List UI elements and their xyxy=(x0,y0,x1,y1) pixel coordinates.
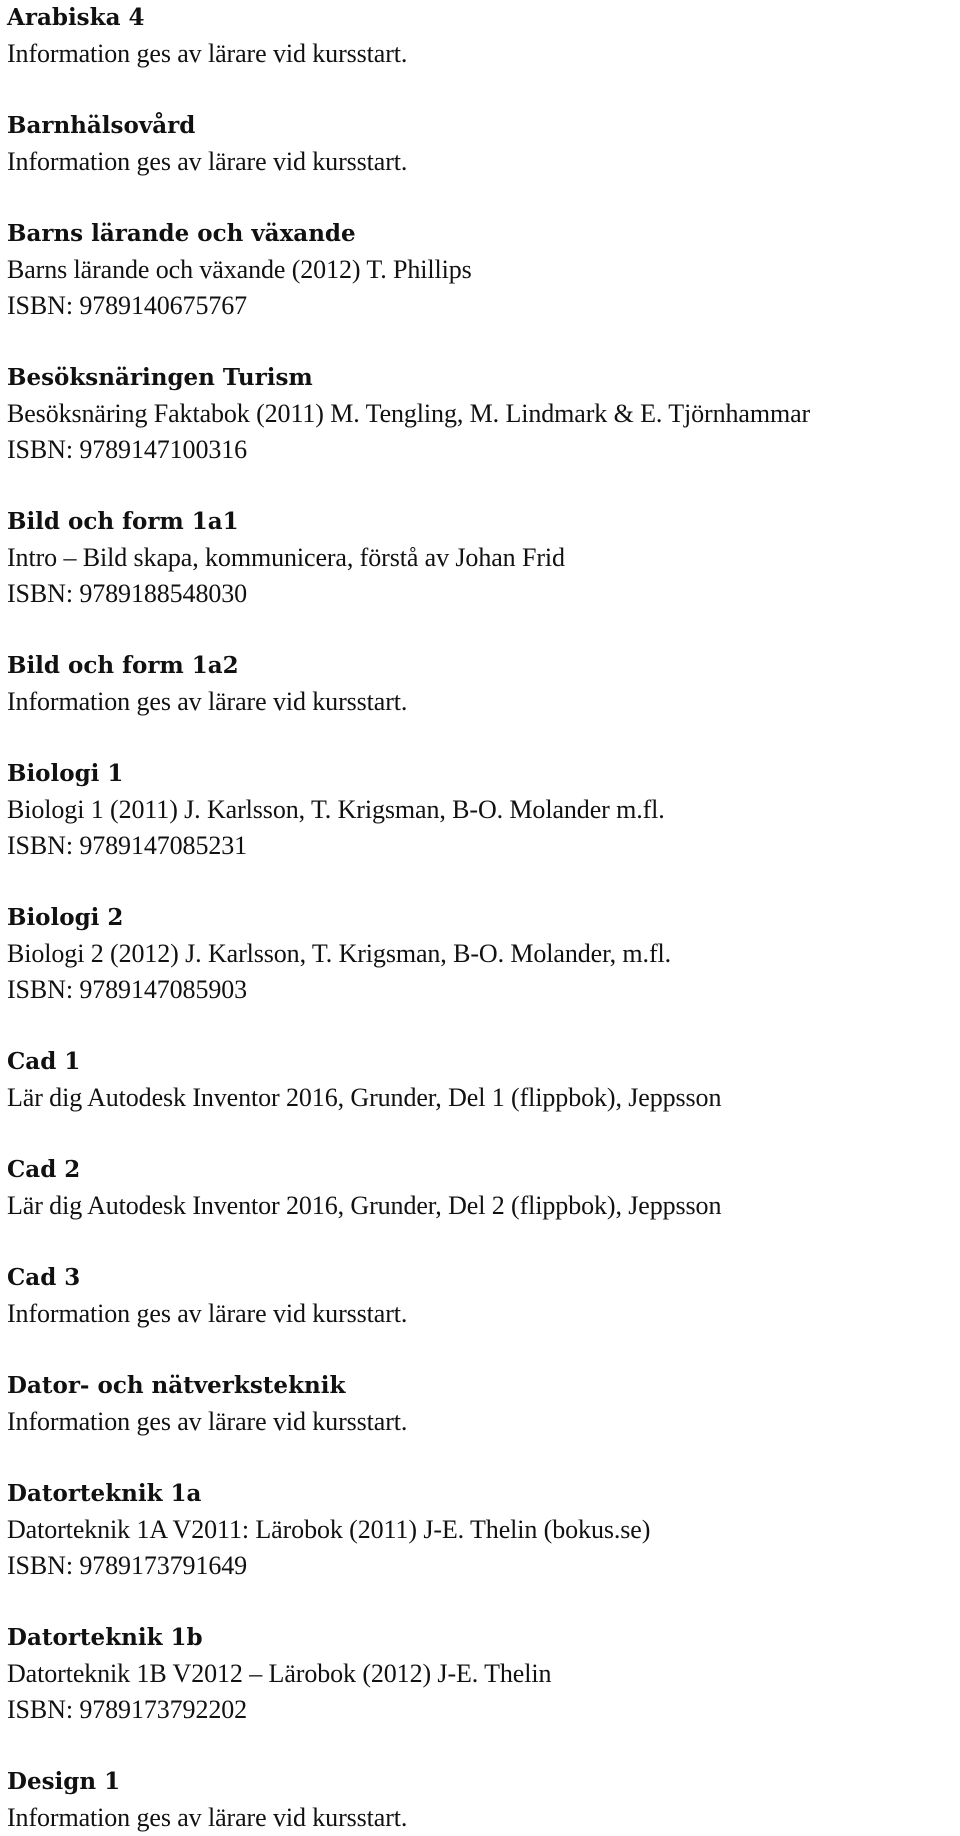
course-entry-cad-1 xyxy=(7,1044,953,1152)
course-heading: Cad 3 xyxy=(7,1264,81,1291)
entry-spacer xyxy=(7,1116,953,1152)
entry-spacer xyxy=(7,720,953,756)
book-title-line: Biologi 2 (2012) J. Karlsson, T. Krigsman, B-O. Molander, m.fl. xyxy=(7,939,672,968)
book-title-line: Lär dig Autodesk Inventor 2016, Grunder, Del 2 (flippbok), Jeppsson xyxy=(7,1191,722,1220)
course-entry-datorteknik-1a xyxy=(7,1476,953,1620)
entry-spacer xyxy=(7,72,953,108)
course-entry-datorteknik-1b xyxy=(7,1620,953,1764)
course-heading: Bild och form 1a2 xyxy=(7,652,239,679)
course-heading: Bild och form 1a1 xyxy=(7,508,239,535)
course-info-line: Information ges av lärare vid kursstart. xyxy=(7,147,408,176)
course-entry-cad-2 xyxy=(7,1152,953,1260)
course-heading: Barns lärande och växande xyxy=(7,220,356,247)
entry-spacer xyxy=(7,1224,953,1260)
book-title-line: Biologi 1 (2011) J. Karlsson, T. Krigsman, B-O. Molander m.fl. xyxy=(7,795,665,824)
course-heading: Besöksnäringen Turism xyxy=(7,364,313,391)
isbn-line: ISBN: 9789147085231 xyxy=(7,831,248,860)
course-heading: Biologi 1 xyxy=(7,760,124,787)
course-book-list xyxy=(7,0,953,1836)
course-heading: Cad 2 xyxy=(7,1156,81,1183)
course-heading: Biologi 2 xyxy=(7,904,124,931)
entry-spacer xyxy=(7,612,953,648)
entry-spacer xyxy=(7,1008,953,1044)
book-title-line: Intro – Bild skapa, kommunicera, förstå av Johan Frid xyxy=(7,543,565,572)
course-entry-barnhalsovard xyxy=(7,108,953,216)
course-heading: Design 1 xyxy=(7,1768,121,1795)
entry-spacer xyxy=(7,1584,953,1620)
course-entry-barns-larande xyxy=(7,216,953,360)
course-info-line: Information ges av lärare vid kursstart. xyxy=(7,39,408,68)
isbn-line: ISBN: 9789140675767 xyxy=(7,291,248,320)
course-entry-arabiska-4 xyxy=(7,0,953,108)
course-heading: Datorteknik 1b xyxy=(7,1624,203,1651)
entry-spacer xyxy=(7,864,953,900)
book-title-line: Barns lärande och växande (2012) T. Phillips xyxy=(7,255,472,284)
course-entry-besoksnaringen xyxy=(7,360,953,504)
entry-spacer xyxy=(7,468,953,504)
course-heading: Arabiska 4 xyxy=(7,4,145,31)
entry-spacer xyxy=(7,1728,953,1764)
isbn-line: ISBN: 9789147085903 xyxy=(7,975,248,1004)
course-entry-bild-och-form-1a2 xyxy=(7,648,953,756)
book-title-line: Lär dig Autodesk Inventor 2016, Grunder, Del 1 (flippbok), Jeppsson xyxy=(7,1083,722,1112)
course-entry-design-1 xyxy=(7,1764,953,1836)
course-heading: Cad 1 xyxy=(7,1048,81,1075)
course-heading: Dator- och nätverksteknik xyxy=(7,1372,346,1399)
book-title-line: Datorteknik 1B V2012 – Lärobok (2012) J-E. Thelin xyxy=(7,1659,552,1688)
book-title-line: Besöksnäring Faktabok (2011) M. Tengling, M. Lindmark & E. Tjörnhammar xyxy=(7,399,811,428)
isbn-line: ISBN: 9789173791649 xyxy=(7,1551,248,1580)
course-entry-biologi-2 xyxy=(7,900,953,1044)
course-entry-dator-och-natverksteknik xyxy=(7,1368,953,1476)
course-entry-cad-3 xyxy=(7,1260,953,1368)
course-heading: Barnhälsovård xyxy=(7,112,196,139)
book-title-line: Datorteknik 1A V2011: Lärobok (2011) J-E. Thelin (bokus.se) xyxy=(7,1515,651,1544)
entry-spacer xyxy=(7,1332,953,1368)
entry-spacer xyxy=(7,180,953,216)
isbn-line: ISBN: 9789173792202 xyxy=(7,1695,248,1724)
course-entry-biologi-1 xyxy=(7,756,953,900)
course-info-line: Information ges av lärare vid kursstart. xyxy=(7,1299,408,1328)
course-entry-bild-och-form-1a1 xyxy=(7,504,953,648)
course-info-line: Information ges av lärare vid kursstart. xyxy=(7,687,408,716)
course-heading: Datorteknik 1a xyxy=(7,1480,202,1507)
isbn-line: ISBN: 9789147100316 xyxy=(7,435,248,464)
isbn-line: ISBN: 9789188548030 xyxy=(7,579,248,608)
entry-spacer xyxy=(7,324,953,360)
course-info-line: Information ges av lärare vid kursstart. xyxy=(7,1407,408,1436)
entry-spacer xyxy=(7,1440,953,1476)
course-info-line: Information ges av lärare vid kursstart. xyxy=(7,1803,408,1832)
